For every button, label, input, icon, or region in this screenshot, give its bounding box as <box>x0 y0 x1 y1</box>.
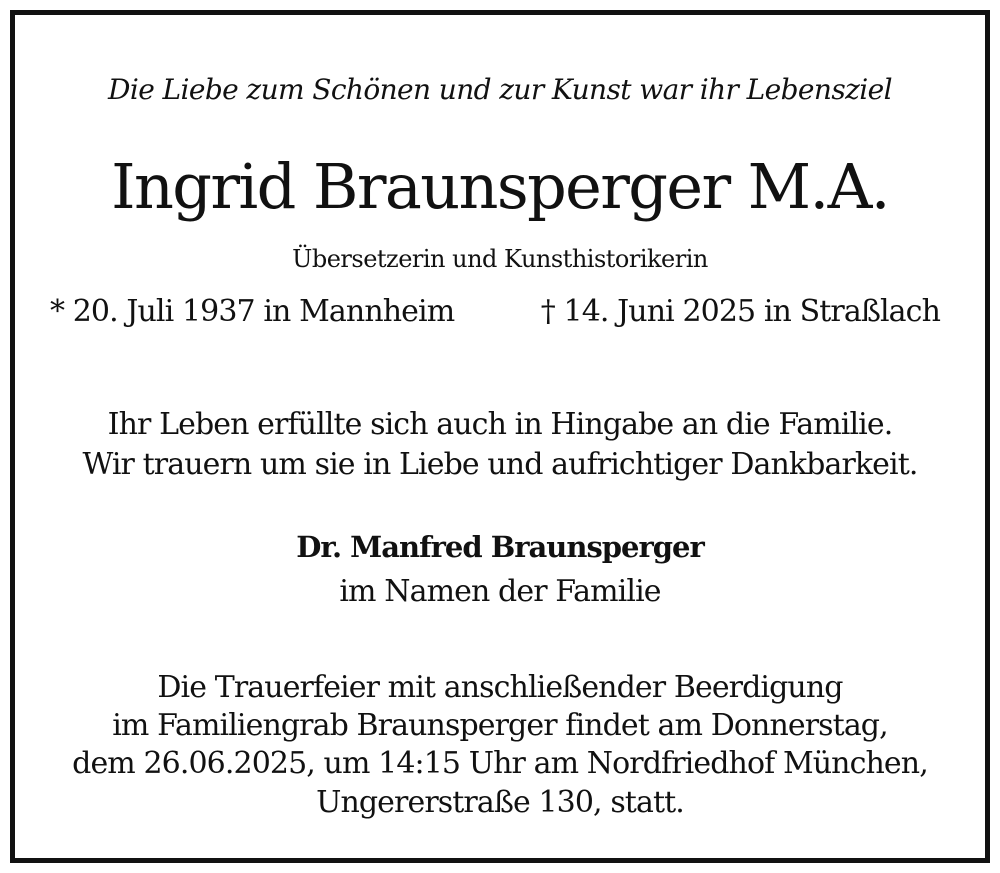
profession: Übersetzerin und Kunsthistorikerin <box>292 245 708 273</box>
message-line: Ihr Leben erfüllte sich auch in Hingabe an die Familie. <box>107 407 893 442</box>
message-line: Wir trauern um sie in Liebe und aufrichtiger Dankbarkeit. <box>82 447 918 482</box>
death-date: † 14. Juni 2025 in Straßlach <box>540 294 940 329</box>
signer-note: im Namen der Familie <box>339 574 661 609</box>
signer-name: Dr. Manfred Braunsperger <box>296 530 704 564</box>
deceased-name: Ingrid Braunsperger M.A. <box>111 150 889 223</box>
funeral-line: im Familiengrab Braunsperger findet am Donnerstag, <box>112 708 888 743</box>
funeral-line: Die Trauerfeier mit anschließender Beerdigung <box>157 670 843 705</box>
motto: Die Liebe zum Schönen und zur Kunst war ihr Lebensziel <box>108 73 892 106</box>
funeral-line: Ungererstraße 130, statt. <box>316 785 684 820</box>
funeral-line: dem 26.06.2025, um 14:15 Uhr am Nordfriedhof München, <box>72 746 928 781</box>
birth-date: * 20. Juli 1937 in Mannheim <box>50 294 455 329</box>
